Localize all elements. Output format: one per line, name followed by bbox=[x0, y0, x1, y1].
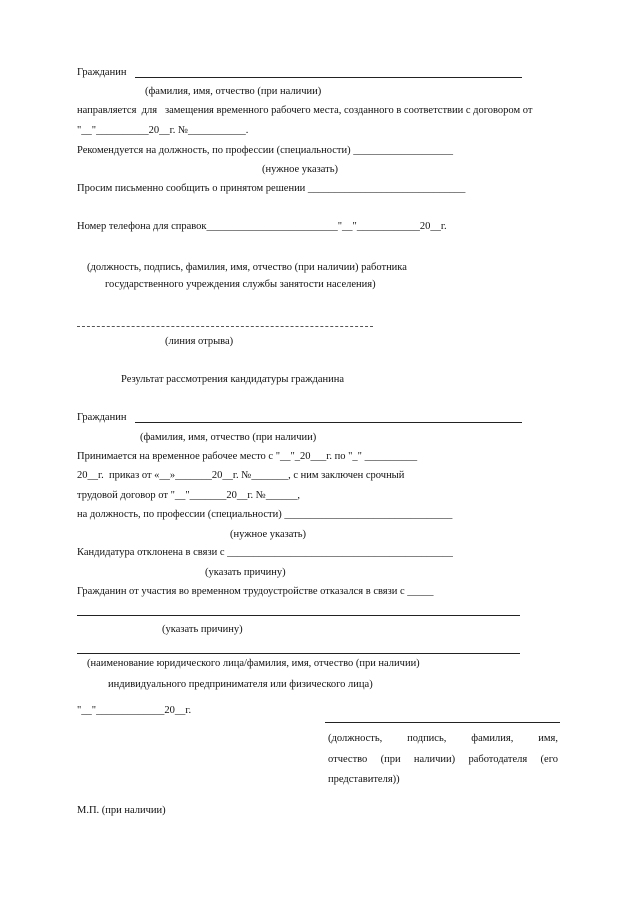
stamp-place: М.П. (при наличии) bbox=[77, 805, 166, 816]
caption-word: подпись, bbox=[407, 733, 447, 744]
accepted-temporary-place: Принимается на временное рабочее место с "__"_20___г. по "_" __________ bbox=[77, 451, 418, 462]
reference-phone: Номер телефона для справок_________________________"__"____________20__г. bbox=[77, 221, 447, 232]
caption-word: (его bbox=[540, 754, 558, 765]
tear-line-caption: (линия отрыва) bbox=[165, 336, 234, 347]
employer-caption-row-1 bbox=[328, 734, 558, 745]
position-profession: на должность, по профессии (специальности) ________________________________ bbox=[77, 509, 453, 520]
result-heading: Результат рассмотрения кандидатуры гражданина bbox=[121, 374, 344, 385]
caption-word: (должность, bbox=[328, 733, 383, 744]
caption-word: (при bbox=[380, 754, 401, 765]
employer-caption-row-3: представителя)) bbox=[328, 774, 400, 785]
employer-name-line[interactable] bbox=[77, 653, 520, 654]
rejection-reason-caption: (указать причину) bbox=[205, 567, 286, 578]
order-details: 20__г. приказ от «__»_______20__г. №_______, с ним заключен срочный bbox=[77, 470, 405, 481]
recommended-position: Рекомендуется на должность, по профессии (специальности) ___________________ bbox=[77, 145, 453, 156]
employer-name-caption-cont: индивидуального предпринимателя или физического лица) bbox=[108, 679, 373, 690]
employer-caption-row-2 bbox=[328, 755, 558, 766]
employment-service-caption-cont: государственного учреждения службы занятости населения) bbox=[105, 279, 376, 290]
refusal-reason-caption: (указать причину) bbox=[162, 624, 243, 635]
citizen-refused: Гражданин от участия во временном трудоустройстве отказался в связи с _____ bbox=[77, 586, 434, 597]
caption-word: отчество bbox=[328, 754, 368, 765]
citizen-label-2: Гражданин bbox=[77, 412, 127, 423]
citizen-label: Гражданин bbox=[77, 67, 127, 78]
refusal-reason-line[interactable] bbox=[77, 615, 520, 616]
caption-word: работодателя bbox=[468, 754, 528, 765]
citizen-name-line-2[interactable] bbox=[135, 422, 522, 423]
caption-word: наличии) bbox=[413, 754, 456, 765]
decision-request: Просим письменно сообщить о принятом решении ______________________________ bbox=[77, 183, 466, 194]
referral-text: направляется для замещения временного рабочего места, созданного в соответствии с договором от bbox=[77, 105, 533, 116]
employer-name-caption: (наименование юридического лица/фамилия, имя, отчество (при наличии) bbox=[87, 658, 420, 669]
labor-contract: трудовой договор от "__"_______20__г. №______, bbox=[77, 490, 300, 501]
position-caption-2: (нужное указать) bbox=[230, 529, 307, 540]
signature-date: "__"_____________20__г. bbox=[77, 705, 192, 716]
citizen-name-caption-2: (фамилия, имя, отчество (при наличии) bbox=[140, 432, 317, 443]
caption-word: имя, bbox=[538, 733, 558, 744]
position-caption: (нужное указать) bbox=[262, 164, 339, 175]
contract-date-number: "__"__________20__г. №___________. bbox=[77, 125, 249, 136]
employer-signature-line[interactable] bbox=[325, 722, 560, 723]
employment-service-signature-caption: (должность, подпись, фамилия, имя, отчество (при наличии) работника bbox=[87, 262, 407, 273]
tear-line bbox=[77, 326, 373, 327]
citizen-name-line[interactable] bbox=[135, 77, 522, 78]
caption-word: фамилия, bbox=[471, 733, 514, 744]
citizen-name-caption: (фамилия, имя, отчество (при наличии) bbox=[145, 86, 322, 97]
candidacy-rejected: Кандидатура отклонена в связи с ___________________________________________ bbox=[77, 547, 453, 558]
